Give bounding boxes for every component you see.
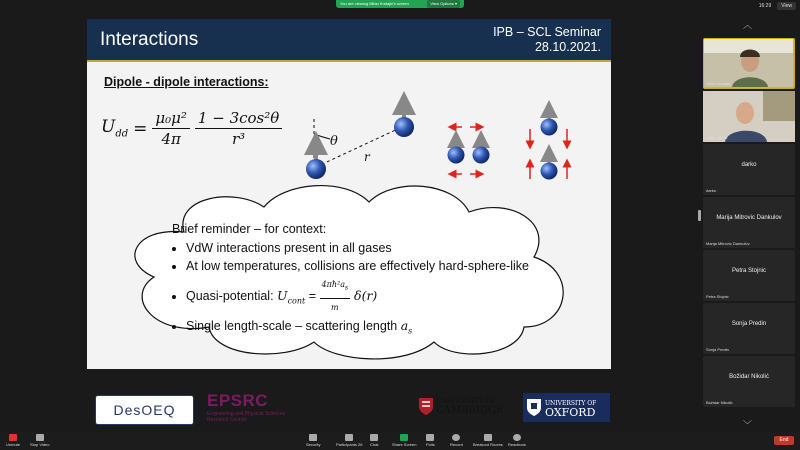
meeting-toolbar bbox=[0, 432, 800, 450]
participant-label: darko bbox=[706, 188, 717, 193]
participant-tile[interactable] bbox=[703, 38, 795, 89]
view-button[interactable]: View bbox=[777, 2, 796, 10]
formula-equals: = bbox=[133, 118, 148, 139]
formula-lhs: $U_{dd}$ bbox=[101, 117, 129, 140]
shared-slide bbox=[87, 19, 611, 423]
people-icon bbox=[345, 434, 353, 441]
participant-name: darko bbox=[741, 162, 757, 168]
panel-scrollbar[interactable] bbox=[698, 210, 701, 221]
dipole-sphere-left bbox=[306, 143, 326, 179]
unmute-button[interactable]: Unmute bbox=[6, 434, 20, 447]
participant-tile[interactable] bbox=[703, 356, 795, 407]
share-banner-text: You are viewing Milan Krstajić's screen bbox=[340, 1, 409, 6]
dipole-diagram bbox=[292, 79, 602, 189]
formula-fraction-2: $\frac{\text{1 − 3cos²θ}}{\text{r³}}$ bbox=[195, 109, 282, 148]
reactions-button[interactable]: Reactions bbox=[508, 434, 526, 447]
participant-video bbox=[704, 39, 793, 87]
reminder-item-hard-sphere: • At low temperatures, collisions are effectively hard-sphere-like bbox=[186, 257, 529, 276]
seminar-line-2: 28.10.2021. bbox=[534, 40, 601, 54]
participant-tile[interactable] bbox=[703, 303, 795, 354]
participant-name: Sonja Predin bbox=[731, 321, 767, 327]
oxford-logo: UNIVERSITY OF OXFORD bbox=[523, 393, 610, 422]
dipole-formula bbox=[101, 109, 282, 148]
participant-label: Sonja Predin bbox=[706, 347, 729, 352]
separation-line bbox=[316, 127, 402, 167]
theta-arc bbox=[314, 134, 330, 139]
share-screen-icon bbox=[400, 434, 408, 441]
section-title: Dipole - dipole interactions: bbox=[104, 75, 269, 89]
formula-fraction-1: $\frac{\text{μ₀μ²}}{4\pi}$ bbox=[152, 109, 190, 148]
chevron-up-icon[interactable]: ︿ bbox=[743, 20, 753, 30]
oxford-crest-icon bbox=[527, 399, 541, 416]
slide-header bbox=[87, 19, 611, 62]
clock-text: 16:29 bbox=[758, 3, 772, 9]
r-label: r bbox=[364, 150, 370, 164]
cambridge-crest-icon bbox=[419, 398, 433, 415]
shield-icon bbox=[309, 434, 317, 441]
polls-icon bbox=[426, 434, 434, 441]
stop-video-button[interactable]: Stop Video bbox=[30, 434, 50, 447]
participant-tile[interactable] bbox=[703, 250, 795, 301]
participant-name: Marija Mitrovic Dankulov bbox=[716, 215, 782, 221]
top-right-controls bbox=[759, 2, 796, 10]
participant-name: Petra Stojnic bbox=[731, 268, 767, 274]
dipole-sphere-right bbox=[394, 103, 414, 137]
quasi-potential-fraction: $\frac{4\pi ħ^2a_s}{m}$ bbox=[320, 276, 351, 318]
participant-name: Božidar Nikolić bbox=[729, 374, 769, 380]
participant-label: Antun Balaž bbox=[706, 135, 728, 140]
record-button[interactable]: Record bbox=[450, 434, 463, 447]
seminar-line-1: IPB – SCL Seminar bbox=[493, 25, 601, 39]
slide-title: Interactions bbox=[100, 29, 199, 50]
breakout-rooms-button[interactable]: Breakout Rooms bbox=[473, 434, 503, 447]
smiley-icon bbox=[513, 434, 521, 441]
share-banner bbox=[336, 0, 464, 8]
cambridge-logo: UNIVERSITY OF CAMBRIDGE bbox=[419, 397, 503, 415]
breakout-rooms-icon bbox=[484, 434, 492, 441]
reminder-text bbox=[172, 220, 529, 341]
chat-bubble-icon bbox=[370, 434, 378, 441]
chat-button[interactable]: Chat bbox=[370, 434, 378, 447]
polls-button[interactable]: Polls bbox=[426, 434, 435, 447]
participants-button[interactable]: Participants 26 bbox=[336, 434, 362, 447]
participant-tile[interactable] bbox=[703, 197, 795, 248]
head-to-tail-dipoles bbox=[530, 109, 567, 180]
epsrc-logo: EPSRC Engineering and Physical Sciences Research Council bbox=[207, 391, 286, 423]
view-options-button[interactable]: View Options ▾ bbox=[427, 0, 460, 8]
theta-label: θ bbox=[330, 134, 338, 149]
participant-tile[interactable] bbox=[703, 91, 795, 142]
reminder-item-vdw: • VdW interactions present in all gases bbox=[186, 239, 529, 258]
participant-tile[interactable] bbox=[703, 144, 795, 195]
video-camera-icon bbox=[36, 434, 44, 441]
desoeq-logo: DesOEQ bbox=[95, 395, 194, 425]
reminder-item-quasi-potential: • Quasi-potential: $U_{cont}$ = $\frac{4\pi ħ^2a_s}{m}$ δ(r) bbox=[186, 276, 529, 318]
participant-label: Petra Stojnic bbox=[706, 294, 729, 299]
record-icon bbox=[452, 434, 460, 441]
reminder-heading: Brief reminder – for context: bbox=[172, 222, 327, 236]
security-button[interactable]: Security bbox=[306, 434, 320, 447]
end-meeting-button[interactable]: End bbox=[774, 436, 794, 445]
reminder-item-length-scale: • Single length-scale – scattering length $a_s$ bbox=[186, 317, 529, 341]
chevron-down-icon[interactable]: ﹀ bbox=[743, 420, 753, 430]
participant-label: Božidar Nikolić bbox=[706, 400, 733, 405]
participant-label: Milan Krstajić bbox=[707, 81, 731, 86]
reminder-list bbox=[172, 239, 529, 342]
seminar-info bbox=[493, 25, 601, 55]
microphone-muted-icon bbox=[9, 434, 17, 441]
slide-footer bbox=[95, 391, 603, 425]
share-screen-button[interactable]: Share Screen bbox=[392, 434, 416, 447]
participants-count: 26 bbox=[358, 442, 363, 447]
participant-label: Marija Mitrovic Dankulov bbox=[706, 241, 750, 246]
side-by-side-dipoles bbox=[448, 127, 490, 174]
